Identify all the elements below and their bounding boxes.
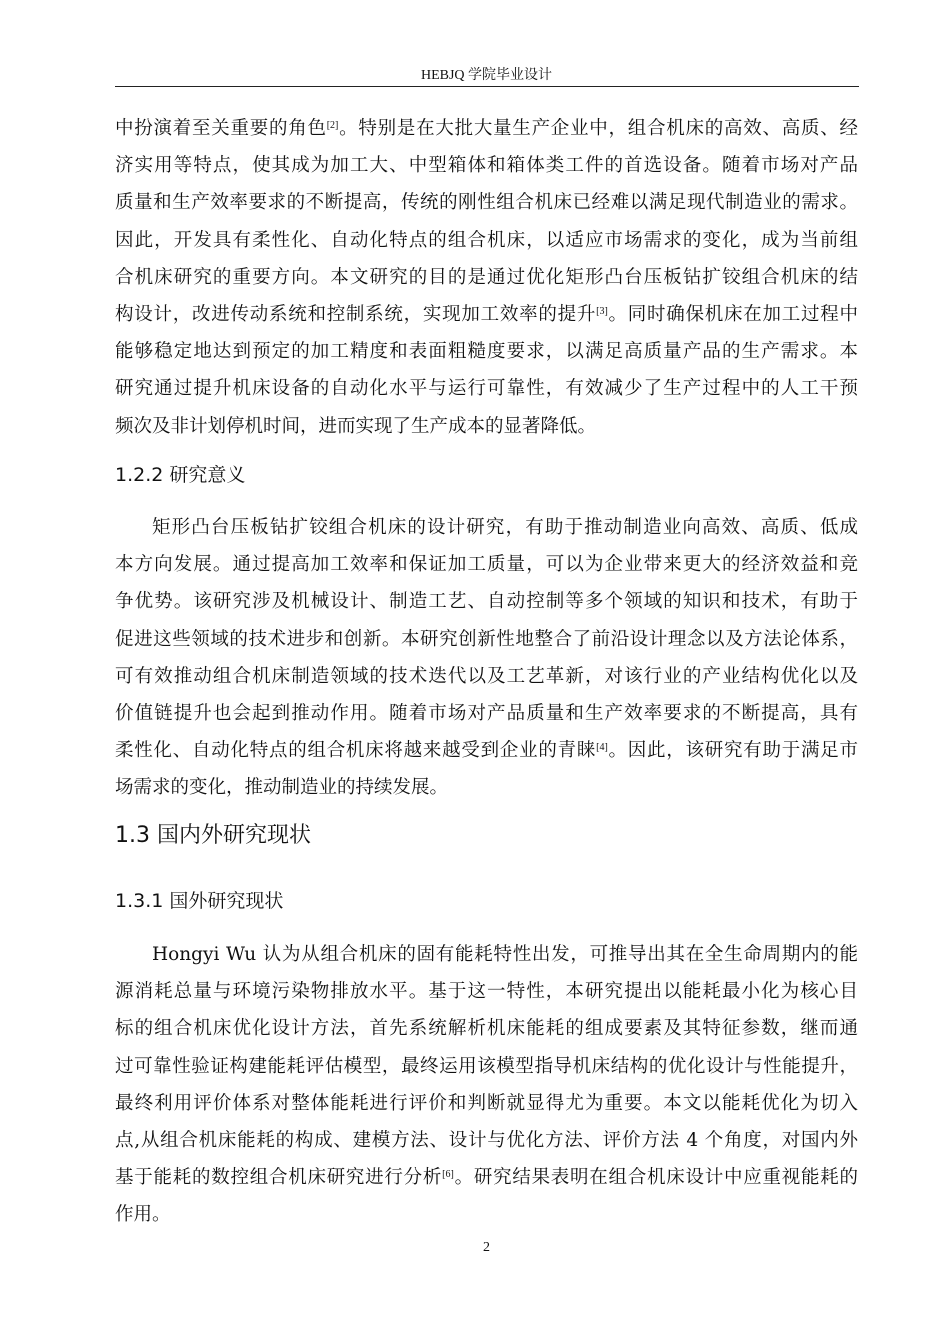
text-line	[115, 583, 858, 620]
text-run: 可有效推动组合机床制造领域的技术迭代以及工艺革新，对该行业的产业结构优化以及	[115, 665, 858, 687]
text-line	[115, 1048, 858, 1085]
text-line	[115, 695, 858, 732]
text-line	[115, 370, 858, 407]
page-header: HEBJQ 学院毕业设计	[420, 68, 553, 83]
heading-1-2-2: 1.2.2 研究意义	[115, 464, 246, 486]
text-line	[115, 1196, 858, 1233]
text-run: 促进这些领域的技术进步和创新。本研究创新性地整合了前沿设计理念以及方法论体系，	[115, 628, 858, 650]
paragraph-significance	[115, 509, 858, 807]
text-run: 标的组合机床优化设计方法，首先系统解析机床能耗的组成要素及其特征参数，继而通	[115, 1018, 858, 1040]
text-run: 点,从组合机床能耗的构成、建模方法、设计与优化方法、评价方法 4 个角度，对国内外	[115, 1129, 858, 1151]
text-run: 济实用等特点，使其成为加工大、中型箱体和箱体类工件的首选设备。随着市场对产品	[115, 155, 858, 177]
text-run: 基于能耗的数控组合机床研究进行分析	[115, 1167, 443, 1189]
text-line	[115, 936, 858, 973]
paragraph-foreign-research	[115, 936, 858, 1234]
text-run: 场需求的变化，推动制造业的持续发展。	[115, 777, 449, 799]
text-line	[115, 546, 858, 583]
text-run: 。研究结果表明在组合机床设计中应重视能耗的	[453, 1167, 858, 1189]
text-run: Hongyi Wu 认为从组合机床的固有能耗特性出发，可推导出其在全生命周期内的能	[152, 944, 858, 965]
header-rule	[115, 86, 859, 87]
text-line	[115, 296, 858, 333]
text-run: 柔性化、自动化特点的组合机床将越来越受到企业的青睐	[115, 740, 597, 762]
text-run: 构设计，改进传动系统和控制系统，实现加工效率的提升	[115, 303, 597, 325]
heading-1-3: 1.3 国内外研究现状	[115, 823, 311, 848]
text-line	[115, 1085, 858, 1122]
citation-ref: [2]	[326, 120, 339, 131]
text-run: 矩形凸台压板钻扩铰组合机床的设计研究，有助于推动制造业向高效、高质、低成	[152, 517, 858, 538]
text-line	[115, 1159, 858, 1196]
text-line	[115, 1122, 858, 1159]
citation-ref: [4]	[596, 742, 608, 754]
text-run: 过可靠性验证构建能耗评估模型，最终运用该模型指导机床结构的优化设计与性能提升，	[115, 1055, 858, 1077]
text-run: 源消耗总量与环境污染物排放水平。基于这一特性，本研究提出以能耗最小化为核心目	[115, 981, 858, 1003]
text-line	[115, 147, 858, 184]
text-run: 因此，开发具有柔性化、自动化特点的组合机床，以适应市场需求的变化，成为当前组	[115, 229, 858, 251]
text-run: 价值链提升也会起到推动作用。随着市场对产品质量和生产效率要求的不断提高，具有	[115, 702, 858, 724]
citation-ref: [3]	[596, 305, 608, 317]
text-line	[115, 769, 858, 806]
text-run: 作用。	[115, 1204, 171, 1226]
text-run: 。特别是在大批大量生产企业中，组合机床的高效、高质、经	[338, 118, 858, 139]
heading-1-3-1: 1.3.1 国外研究现状	[115, 890, 284, 912]
text-run: 质量和生产效率要求的不断提高，传统的刚性组合机床已经难以满足现代制造业的需求。	[115, 192, 858, 214]
text-line	[115, 973, 858, 1010]
text-line	[115, 184, 858, 221]
text-line	[115, 333, 858, 370]
text-run: 研究通过提升机床设备的自动化水平与运行可靠性，有效减少了生产过程中的人工干预	[115, 378, 858, 400]
text-line	[115, 621, 858, 658]
text-run: 能够稳定地达到预定的加工精度和表面粗糙度要求，以满足高质量产品的生产需求。本	[115, 341, 858, 363]
text-run: 合机床研究的重要方向。本文研究的目的是通过优化矩形凸台压板钻扩铰组合机床的结	[115, 266, 858, 288]
paragraph-purpose	[115, 110, 858, 445]
text-line	[115, 259, 858, 296]
text-run: 本方向发展。通过提高加工效率和保证加工质量，可以为企业带来更大的经济效益和竞	[115, 554, 858, 576]
text-run: 争优势。该研究涉及机械设计、制造工艺、自动控制等多个领域的知识和技术，有助于	[115, 591, 858, 613]
text-line	[115, 408, 858, 445]
text-run: 。因此，该研究有助于满足市	[607, 740, 858, 762]
page-number: 2	[483, 1240, 490, 1255]
text-line	[115, 110, 858, 147]
text-run: 频次及非计划停机时间，进而实现了生产成本的显著降低。	[115, 415, 597, 437]
text-line	[115, 658, 858, 695]
text-run: 最终利用评价体系对整体能耗进行评价和判断就显得尤为重要。本文以能耗优化为切入	[115, 1092, 858, 1114]
text-line	[115, 732, 858, 769]
text-run: 。同时确保机床在加工过程中	[607, 303, 858, 325]
text-line	[115, 509, 858, 546]
citation-ref: [6]	[442, 1169, 454, 1181]
text-line	[115, 222, 858, 259]
text-line	[115, 1010, 858, 1047]
text-run: 中扮演着至关重要的角色	[115, 118, 327, 139]
